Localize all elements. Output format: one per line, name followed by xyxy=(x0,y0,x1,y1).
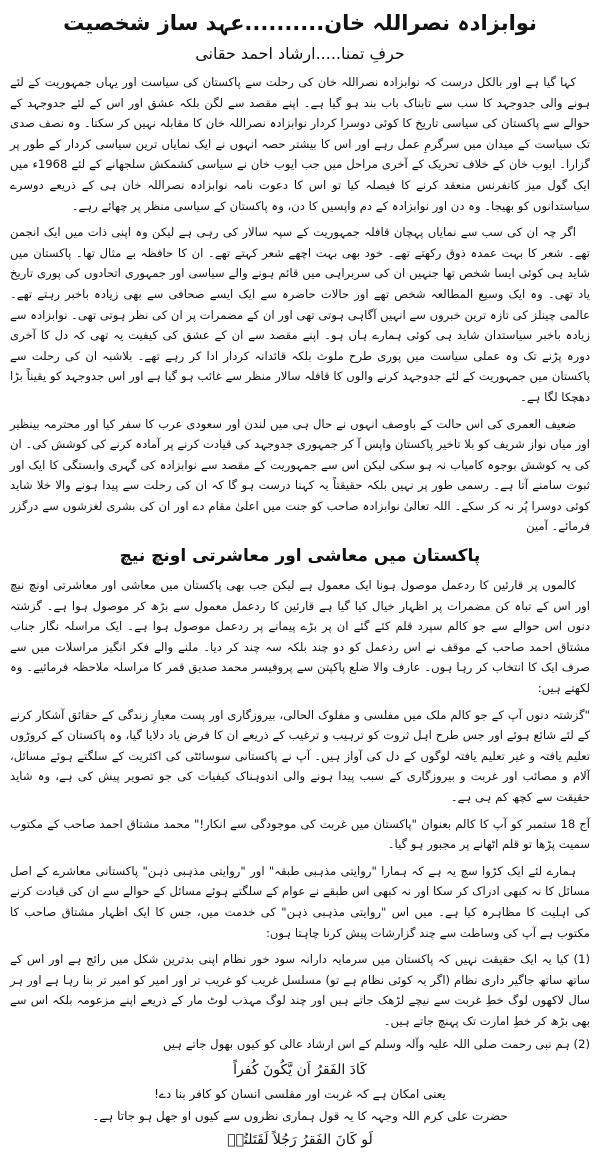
paragraph: ضعیف العمری کی اس حالت کے باوصف انہوں نے حال ہی میں لندن اور سعودی عرب کا سفر کیا اور محترمہ بینظیر اور میاں نواز شریف کو بلا تاخیر پاکستان واپس آ کر جمہوری جدوجہد کی قیادت کرنے پر آمادہ کرنے کی کوشش کی۔ ان کی یہ کوشش بوجوہ کامیاب نہ ہو سکی لیکن اس سے جمہوریت کے مقصد سے نوابزادہ کی گہری وابستگی کا ایک اور ثبوت سامنے آتا ہے۔ رسمی طور پر نہیں بلکہ حقیقتاً یہ کہنا درست ہو گا کہ ان کی رحلت سے پیدا ہونے والا خلا شاید کوئی دوسرا پُر نہ کر سکے۔ اللہ تعالیٰ نوابزادہ صاحب کو جنت میں اعلیٰ مقام دے اور ان کی بشری لغزشوں سے درگزر فرمائے۔ آمین xyxy=(10,416,590,534)
section-paragraph: کالموں پر قارئین کا ردعمل موصول ہونا ایک معمول ہے لیکن جب بھی پاکستان میں معاشی اور معاشرتی اونچ نیچ اور اس کے تباہ کن مضمرات پر اظہار خیال کیا گیا ہے قارئین کا ردعمل معمول سے بڑھ کر موصول ہوا ہے۔ گزشتہ دنوں اس حوالے سے جو کالم سپرد قلم کئے گئے ان پر بڑے پیمانے پر ردعمل موصول ہوا ہے۔ ایک مراسلہ نگار جناب مشتاق احمد صاحب کے موقف نے اس ردعمل کو دو چند بلکہ سہ چند کر دیا۔ ملنے والے فکر انگیز مراسلات میں سے صرف ایک کا انتخاب کر رہا ہوں۔ عارف والا ضلع پاکپتن سے پروفیسر محمد صدیق قمر کا مراسلہ ملاحظہ فرمائیے۔ وہ لکھتے ہیں: xyxy=(10,578,590,696)
hadith-translation: یعنی امکان ہے کہ غربت اور مفلسی انسان کو کافر بنا دے! xyxy=(154,1087,446,1102)
quoted-paragraph: ہمارے لئے ایک کڑوا سچ یہ ہے کہ ہمارا "روایتی مذہبی طبقہ" اور "روایتی مذہبی ذہن" پاکستانی معاشرے کے اصل مسائل کا نہ کبھی ادراک کر سکا اور نہ کبھی اس طبقے نے عوام کے سلگتے ہوئے مسائل کے حوالے سے ان کی قیادت کرنے کی اہلیت کا مظاہرہ کیا ہے۔ میں اس "روایتی مذہبی ذہن" کی خدمت میں، جس کا ایک اظہار مشتاق صاحب کا مکتوب ہے آپ کی وساطت سے چند گزارشات پیش کرنا چاہتا ہوں: xyxy=(10,863,590,940)
paragraph: اگر چہ ان کی سب سے نمایاں پہچان قافلہ جمہوریت کے سپہ سالار کی رہی ہے لیکن وہ اپنی ذات میں ایک انجمن تھے۔ شعر کا بہت عمدہ ذوق رکھتے تھے۔ خود بھی بہت اچھے شعر کہتے تھے۔ ان کا حافظہ بے مثال تھا۔ پاکستان میں شاید ہی کوئی ایسا شخص تھا جنہیں ان کی سربراہی میں قائم ہونے والے سیاسی اور جمہوری اتحادوں کی پوری تاریخ یاد تھی۔ وہ ایک وسیع المطالعہ شخص تھے اور حالات حاضرہ سے ایک ایسے صحافی سے بھی زیادہ باخبر رہتے تھے۔ عالمی چینلز کی تازہ ترین خبروں سے انہیں آگاہی ہوتی تھی اور ان کے مضمرات پر ان کی نظر ہوتی تھی۔ نوابزادہ سے زیادہ باخبر سیاستدان شاید ہی کوئی ہمارے ہاں ہو۔ اپنے مقصد سے ان کے عشق کی کیفیت یہ تھی کہ دل کا آخری دورہ پڑنے تک وہ عملی سیاست میں پوری طرح ملوث بلکہ قائدانہ کردار ادا کر رہے تھے۔ بلاشبہ ان کی رحلت سے پاکستان میں جمہوریت کے لئے جدوجہد کرنے والوں کا قافلہ سالار منظر سے غائب ہو گیا ہے اور اس جدوجہد کو یقیناً بڑا دھچکا لگا ہے۔ xyxy=(10,225,590,404)
quoted-letter-continued: آج 18 ستمبر کو آپ کا کالم بعنوان "پاکستان میں غربت کی موجودگی سے انکار!" محمد مشتاق احمد صاحب کے مکتوب سمیت پڑھا تو قلم اٹھانے پر مجبور ہو گیا۔ xyxy=(10,816,591,852)
arabic-quote: لَو کَانَ الفَقرُ رَجُلاً لَقَتَلتُہٗ xyxy=(227,1132,373,1149)
quoted-letter: "گزشتہ دنوں آپ کے جو کالم ملک میں مفلسی و مفلوک الحالی، بیروزگاری اور پست معیارِ زندگی کے حقائق آشکار کرنے کے لئے شائع ہوئے اور جس طرح اہل ثروت کو ترہیب و ترغیب کے ذریعے ان کا فرض یاد دلایا گیا، وہ پاکستان کے کروڑوں تعلیم یافتہ و غیر تعلیم یافتہ لوگوں کے دل کی آواز ہیں۔ آپ نے پاکستانی سوسائٹی کی اکثریت کے سلگتے ہوئے مسائل، آلام و مصائب اور غربت و بیروزگاری کے سبب پیدا ہونے والی اندوہناک کیفیات کی جو تصویر پیش کی ہے، وہ شاید حقیقت سے کچھ کم ہی ہے۔ xyxy=(10,707,590,804)
section-title: پاکستان میں معاشی اور معاشرتی اونچ نیچ xyxy=(119,546,481,567)
numbered-list xyxy=(10,949,590,1054)
list-item: (2) ہم نبی رحمت صلی اللہ علیہ وآلہ وسلم کے اس ارشاد عالی کو کیوں بھول جاتے ہیں xyxy=(162,1036,590,1051)
article-title: نوابزادہ نصراللہ خان..........عہد ساز شخصیت xyxy=(63,11,537,35)
paragraph: کہا گیا ہے اور بالکل درست کہ نوابزادہ نصراللہ خان کی رحلت سے پاکستان کی سیاست اور یہاں جمہوریت کے لئے ہونے والی جدوجہد کا سب سے تابناک باب بند ہو گیا ہے۔ اپنے مقصد سے لگن بلکہ عشق اور اس کے لئے جدوجہد کے حوالے سے پاکستان کی سیاسی تاریخ کا کوئی دوسرا کردار نوابزادہ نصراللہ خان کا مقابلہ نہیں کر سکتا۔ وہ نصف صدی تک سیاست کے میدان میں سرگرمِ عمل رہے اور اس کا بیشتر حصہ انہوں نے ایک نمایاں ترین سیاسی کردار کے طور پر گزارا۔ ایوب خان کے خلاف تحریک کے آخری مراحل میں جب ایوب خان نے سیاسی کشمکش سلجھانے کے لئے 1968ء میں ایک گول میز کانفرنس منعقد کرنے کا فیصلہ کیا تو اس کا دعوت نامہ نوابزادہ نصراللہ خان ہی کے ذریعے دوسرے سیاستدانوں کو بھیجا۔ وہ دن اور نوابزادہ کے دم واپسیں کا دن، وہ پاکستان کے سیاسی منظر پر چھائے رہے۔ xyxy=(10,75,591,213)
list-item: (1) کیا یہ ایک حقیقت نہیں کہ پاکستان میں سرمایہ دارانہ سود خور نظام اپنی بدترین شکل میں رائج ہے اور اس کے ساتھ ساتھ جاگیر داری نظام (اگر یہ کوئی نظام ہے تو) مسلسل غریب کو غریب تر اور امیر کو امیر تر بنا رہا ہے اور ہر سال لاکھوں لوگ خطِ غربت سے نیچے لڑھک جاتے ہیں اور چند لوگ مہذب لوٹ مار کے ذریعے اپنے مزعومہ بلکہ اس سے بھی بڑھ کر خطِ امارت تک پہنچ جاتے ہیں۔ xyxy=(10,952,590,1028)
quote-intro: حضرت علی کرم اللہ وجہہ کا یہ قول ہماری نظروں سے کیوں او جھل ہو جاتا ہے۔ xyxy=(92,1109,508,1124)
arabic-hadith: کَادَ الفَقرُ اَن یَّکُونَ کُفراً xyxy=(233,1062,367,1079)
column-byline: حرفِ تمنا.....ارشاد احمد حقانی xyxy=(195,44,405,63)
